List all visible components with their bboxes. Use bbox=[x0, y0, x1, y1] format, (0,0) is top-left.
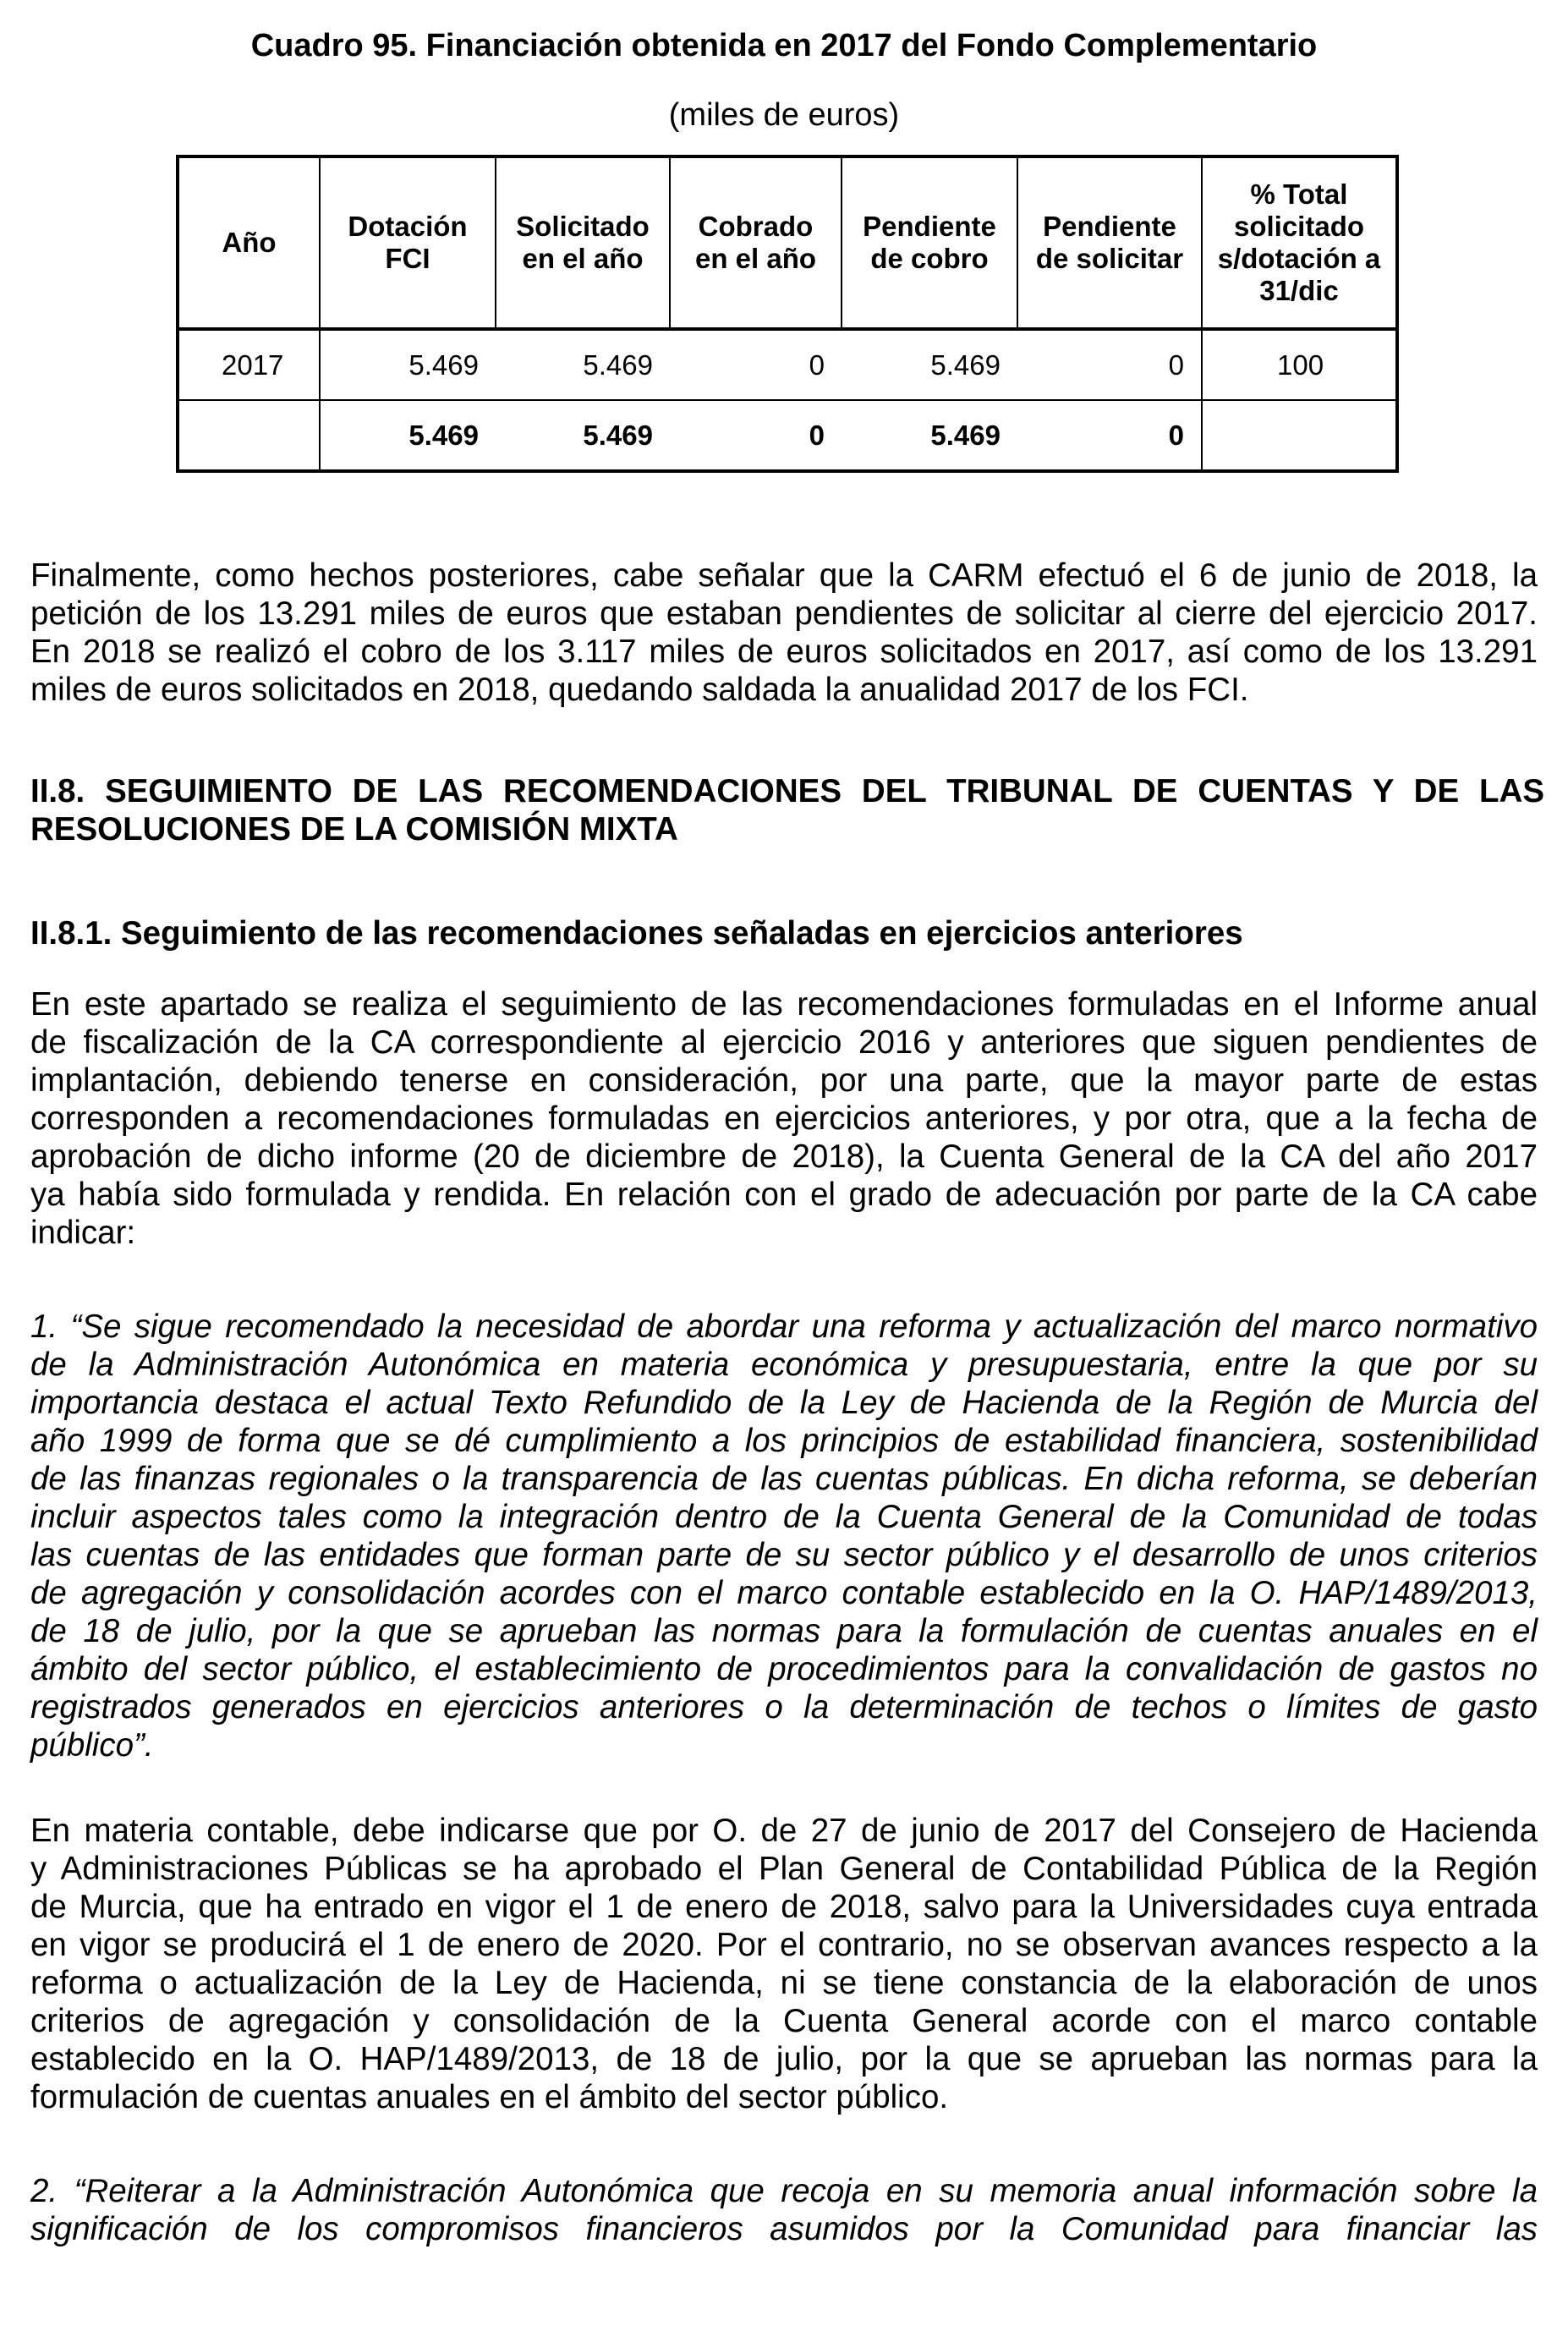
paragraph-line: petición de los 13.291 miles de euros que estaban pendientes de solicitar al cierre del ejercicio 2017. bbox=[30, 595, 1538, 632]
table-total-row bbox=[178, 400, 1397, 471]
table-total-cell: 5.469 bbox=[496, 400, 670, 471]
column-header bbox=[670, 156, 842, 329]
table-total-cell: 0 bbox=[670, 400, 842, 471]
column-header bbox=[842, 156, 1017, 329]
recommendation-2 bbox=[30, 2172, 1538, 2248]
section-heading bbox=[30, 772, 1544, 848]
recommendation-line: 1. “Se sigue recomendado la necesidad de abordar una reforma y actualización del marco normativo bbox=[30, 1308, 1538, 1345]
recommendation-line: 2. “Reiterar a la Administración Autonómica que recoja en su memoria anual información sobre la bbox=[30, 2173, 1538, 2209]
table-total-cell bbox=[178, 400, 320, 471]
recommendation-1 bbox=[30, 1308, 1538, 1764]
column-header-line: Pendiente bbox=[1043, 211, 1176, 242]
recommendation-line: las cuentas de las entidades que forman parte de su sector público y el desarrollo de unos criterios bbox=[30, 1537, 1538, 1573]
paragraph-line: de fiscalización de la CA correspondiente al ejercicio 2016 y anteriores que siguen pendientes de bbox=[30, 1024, 1538, 1061]
recommendation-line: de 18 de julio, por la que se aprueban las normas para la formulación de cuentas anuales en el bbox=[30, 1613, 1538, 1649]
column-header-line: Solicitado bbox=[516, 211, 650, 242]
paragraph-line: criterios de agregación y consolidación de la Cuenta General acorde con el marco contable bbox=[30, 2003, 1538, 2039]
recommendation-line: significación de los compromisos financieros asumidos por la Comunidad para financiar las bbox=[30, 2211, 1538, 2247]
table-cell: 5.469 bbox=[842, 329, 1017, 400]
column-header-line: solicitado bbox=[1233, 211, 1365, 242]
paragraph-line: en vigor se producirá el 1 de enero de 2020. Por el contrario, no se observan avances respecto a la bbox=[30, 1927, 1538, 1963]
section-heading-line: RESOLUCIONES DE LA COMISIÓN MIXTA bbox=[30, 811, 678, 848]
column-header-line: en el año bbox=[694, 243, 817, 274]
table-cell: 2017 bbox=[178, 329, 320, 400]
column-header-line: FCI bbox=[385, 243, 430, 274]
column-header-line: Año bbox=[222, 227, 277, 258]
table-subtitle: (miles de euros) bbox=[668, 97, 900, 133]
subsection-heading bbox=[30, 914, 1544, 952]
paragraph-line: Finalmente, como hechos posteriores, cabe señalar que la CARM efectuó el 6 de junio de 2018, la bbox=[30, 557, 1538, 594]
paragraph-follow-up-intro bbox=[30, 985, 1538, 1252]
table-cell: 5.469 bbox=[496, 329, 670, 400]
paragraph-line: de Murcia, que ha entrado en vigor el 1 de enero de 2018, salvo para la Universidades cuya entrada bbox=[30, 1889, 1538, 1925]
paragraph-line: En materia contable, debe indicarse que por O. de 27 de junio de 2017 del Consejero de Hacienda bbox=[30, 1813, 1538, 1849]
paragraph-line: aprobación de dicho informe (20 de diciembre de 2018), la Cuenta General de la CA del año 2017 bbox=[30, 1138, 1538, 1175]
paragraph-line: En este apartado se realiza el seguimiento de las recomendaciones formuladas en el Informe anual bbox=[30, 986, 1538, 1023]
column-header-line: s/dotación a bbox=[1217, 243, 1381, 274]
column-header bbox=[178, 156, 320, 329]
table-total-cell: 0 bbox=[1017, 400, 1202, 471]
fci-financing-table bbox=[176, 155, 1399, 473]
table-title: Cuadro 95. Financiación obtenida en 2017 del Fondo Complementario bbox=[250, 28, 1318, 63]
paragraph-line: reforma o actualización de la Ley de Hacienda, ni se tiene constancia de la elaboración de unos bbox=[30, 1965, 1538, 2001]
column-header-line: % Total bbox=[1250, 178, 1348, 210]
section-heading-line: II.8. SEGUIMIENTO DE LAS RECOMENDACIONES DEL TRIBUNAL DE CUENTAS Y DE LAS bbox=[30, 773, 1544, 809]
paragraph-line: corresponden a recomendaciones formuladas en ejercicios anteriores, y por otra, que a la fecha de bbox=[30, 1100, 1538, 1137]
paragraph-line: En 2018 se realizó el cobro de los 3.117 miles de euros solicitados en 2017, así como de los 13.291 bbox=[30, 634, 1538, 670]
paragraph-line: formulación de cuentas anuales en el ámbito del sector público. bbox=[30, 2079, 949, 2115]
table-total-cell: 5.469 bbox=[320, 400, 496, 471]
paragraph-line: establecido en la O. HAP/1489/2013, de 18 de julio, por la que se aprueban las normas para la bbox=[30, 2041, 1538, 2077]
column-header-line: en el año bbox=[522, 243, 644, 274]
table-header-row bbox=[178, 156, 1397, 329]
recommendation-line: de agregación y consolidación acordes con el marco contable establecido en la O. HAP/1489/2013, bbox=[30, 1575, 1538, 1611]
table-cell: 100 bbox=[1202, 329, 1397, 400]
recommendation-line: público”. bbox=[30, 1727, 154, 1764]
subsection-heading-text: II.8.1. Seguimiento de las recomendaciones señaladas en ejercicios anteriores bbox=[30, 915, 1243, 952]
column-header-line: de solicitar bbox=[1035, 243, 1184, 274]
recommendation-line: año 1999 de forma que se dé cumplimiento a los principios de estabilidad financiera, sostenibilidad bbox=[30, 1423, 1538, 1459]
column-header bbox=[1017, 156, 1202, 329]
recommendation-line: de las finanzas regionales o la transparencia de las cuentas públicas. En dicha reforma, se deberían bbox=[30, 1461, 1538, 1497]
paragraph-posterior-events bbox=[30, 557, 1538, 709]
column-header-line: Pendiente bbox=[863, 211, 996, 242]
recommendation-line: registrados generados en ejercicios anteriores o la determinación de techos o límites de gasto bbox=[30, 1689, 1538, 1725]
paragraph-line: miles de euros solicitados en 2018, quedando saldada la anualidad 2017 de los FCI. bbox=[30, 672, 1249, 708]
paragraph-line: indicar: bbox=[30, 1215, 136, 1251]
paragraph-line: y Administraciones Públicas se ha aprobado el Plan General de Contabilidad Pública de la Región bbox=[30, 1851, 1538, 1887]
paragraph-line: ya había sido formulada y rendida. En relación con el grado de adecuación por parte de la CA cabe bbox=[30, 1177, 1538, 1213]
column-header-line: Dotación bbox=[348, 211, 468, 242]
recommendation-line: de la Administración Autonómica en materia económica y presupuestaria, entre la que por su bbox=[30, 1347, 1538, 1383]
table-cell: 0 bbox=[1017, 329, 1202, 400]
table-cell: 5.469 bbox=[320, 329, 496, 400]
column-header-line: Cobrado bbox=[698, 211, 814, 242]
table-total-cell bbox=[1202, 400, 1397, 471]
table-row bbox=[178, 329, 1397, 400]
column-header-line: de cobro bbox=[870, 243, 989, 274]
column-header bbox=[1202, 156, 1397, 329]
recommendation-line: ámbito del sector público, el establecimiento de procedimientos para la convalidación de gastos no bbox=[30, 1651, 1538, 1687]
column-header bbox=[496, 156, 670, 329]
column-header bbox=[320, 156, 496, 329]
column-header-line: 31/dic bbox=[1259, 275, 1339, 306]
table-cell: 0 bbox=[670, 329, 842, 400]
paragraph-line: implantación, debiendo tenerse en consideración, por una parte, que la mayor parte de estas bbox=[30, 1062, 1538, 1099]
paragraph-accounting bbox=[30, 1812, 1538, 2116]
recommendation-line: importancia destaca el actual Texto Refundido de la Ley de Hacienda de la Región de Murcia del bbox=[30, 1385, 1538, 1421]
table-total-cell: 5.469 bbox=[842, 400, 1017, 471]
recommendation-line: incluir aspectos tales como la integración dentro de la Cuenta General de la Comunidad de todas bbox=[30, 1499, 1538, 1535]
